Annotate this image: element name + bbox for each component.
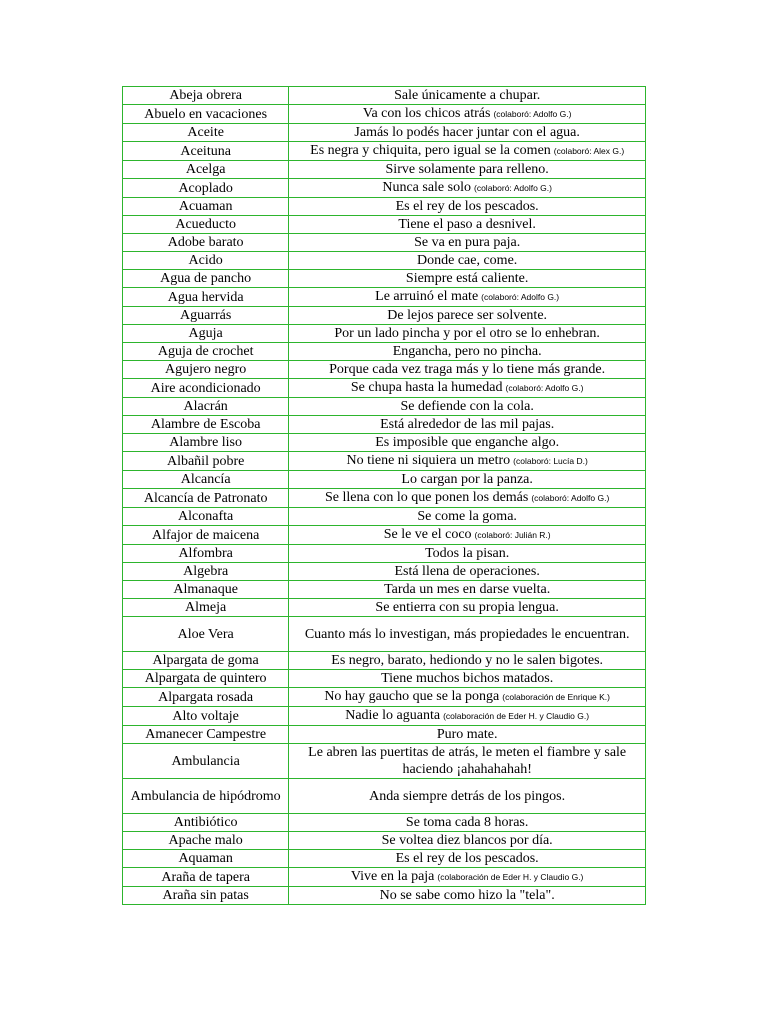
word-cell: Alambre liso xyxy=(123,434,289,452)
table-row xyxy=(123,814,646,832)
definition-cell xyxy=(289,707,646,726)
credit-text: (colaboró: Adolfo G.) xyxy=(481,292,560,302)
definition-cell xyxy=(289,581,646,599)
definition-cell xyxy=(289,508,646,526)
definition-text: Se voltea diez blancos por día. xyxy=(381,833,553,848)
definition-text: No se sabe como hizo la "tela". xyxy=(379,888,555,903)
definition-text: Se le ve el coco xyxy=(383,527,472,542)
credit-text: (colaboración de Enrique K.) xyxy=(502,692,610,702)
table-row xyxy=(123,779,646,814)
definition-text: Por un lado pincha y por el otro se lo enhebran. xyxy=(334,326,600,341)
table-row xyxy=(123,670,646,688)
definition-text: Cuanto más lo investigan, más propiedades le encuentran. xyxy=(304,626,630,642)
word-cell: Agua de pancho xyxy=(123,270,289,288)
definition-text: Porque cada vez traga más y lo tiene más grande. xyxy=(329,362,606,377)
definition-text: Está alrededor de las mil pajas. xyxy=(380,417,555,432)
definition-text: No hay gaucho que se la ponga xyxy=(324,689,500,704)
definition-cell xyxy=(289,234,646,252)
word-cell: Alpargata de goma xyxy=(123,652,289,670)
definition-cell xyxy=(289,471,646,489)
table-row xyxy=(123,832,646,850)
definition-text: Todos la pisan. xyxy=(425,546,510,561)
table-row xyxy=(123,270,646,288)
definitions-table-body xyxy=(123,87,646,905)
definition-text: Se come la goma. xyxy=(417,509,517,524)
table-row xyxy=(123,887,646,905)
word-cell: Alcancía xyxy=(123,471,289,489)
word-cell: Alfombra xyxy=(123,545,289,563)
credit-text: (colaboró: Lucía D.) xyxy=(513,456,588,466)
word-cell: Aguja xyxy=(123,325,289,343)
definition-text: Le abren las puertitas de atrás, le meten el fiambre y sale haciendo ¡ahahahahah! xyxy=(308,745,627,777)
definition-cell xyxy=(289,545,646,563)
credit-text: (colaboró: Alex G.) xyxy=(553,146,625,156)
definition-cell xyxy=(289,179,646,198)
word-cell: Alconafta xyxy=(123,508,289,526)
word-cell: Aceite xyxy=(123,124,289,142)
word-cell: Ambulancia xyxy=(123,744,289,779)
table-row xyxy=(123,850,646,868)
definition-text: De lejos parece ser solvente. xyxy=(387,308,548,323)
definition-cell xyxy=(289,288,646,307)
word-cell: Ambulancia de hipódromo xyxy=(123,779,289,814)
word-cell: Alambre de Escoba xyxy=(123,416,289,434)
table-row xyxy=(123,526,646,545)
definition-text: Es imposible que enganche algo. xyxy=(375,435,560,450)
definitions-table xyxy=(122,86,646,905)
definition-cell xyxy=(289,688,646,707)
definition-cell xyxy=(289,216,646,234)
table-row xyxy=(123,434,646,452)
credit-text: (colaboró: Adolfo G.) xyxy=(531,493,610,503)
definition-cell xyxy=(289,850,646,868)
definition-text: Es negra y chiquita, pero igual se la comen xyxy=(310,143,551,158)
definition-cell xyxy=(289,452,646,471)
word-cell: Amanecer Campestre xyxy=(123,726,289,744)
word-cell: Acelga xyxy=(123,161,289,179)
table-row xyxy=(123,545,646,563)
table-row xyxy=(123,416,646,434)
table-row xyxy=(123,398,646,416)
table-row xyxy=(123,489,646,508)
word-cell: Abeja obrera xyxy=(123,87,289,105)
definition-cell xyxy=(289,361,646,379)
definition-text: Se va en pura paja. xyxy=(414,235,521,250)
table-row xyxy=(123,142,646,161)
definition-cell xyxy=(289,726,646,744)
table-row xyxy=(123,563,646,581)
definition-text: Es negro, barato, hediondo y no le salen bigotes. xyxy=(331,653,604,668)
word-cell: Alcancía de Patronato xyxy=(123,489,289,508)
word-cell: Aloe Vera xyxy=(123,617,289,652)
definition-cell xyxy=(289,325,646,343)
credit-text: (colaboración de Eder H. y Claudio G.) xyxy=(437,872,584,882)
definition-cell xyxy=(289,87,646,105)
table-row xyxy=(123,343,646,361)
table-row xyxy=(123,105,646,124)
definition-text: Se entierra con su propia lengua. xyxy=(375,600,559,615)
word-cell: Alfajor de maicena xyxy=(123,526,289,545)
definition-cell xyxy=(289,161,646,179)
definition-text: Sale únicamente a chupar. xyxy=(394,88,541,103)
definition-cell xyxy=(289,744,646,779)
table-row xyxy=(123,508,646,526)
word-cell: Adobe barato xyxy=(123,234,289,252)
word-cell: Alpargata rosada xyxy=(123,688,289,707)
definition-cell xyxy=(289,198,646,216)
definition-cell xyxy=(289,887,646,905)
table-row xyxy=(123,87,646,105)
definition-cell xyxy=(289,563,646,581)
table-row xyxy=(123,452,646,471)
definition-text: Nadie lo aguanta xyxy=(345,708,441,723)
table-row xyxy=(123,599,646,617)
definition-text: Lo cargan por la panza. xyxy=(401,472,533,487)
word-cell: Albañil pobre xyxy=(123,452,289,471)
word-cell: Acueducto xyxy=(123,216,289,234)
definition-text: Es el rey de los pescados. xyxy=(395,199,539,214)
definition-text: Siempre está caliente. xyxy=(405,271,529,286)
definition-cell xyxy=(289,670,646,688)
table-row xyxy=(123,726,646,744)
word-cell: Araña sin patas xyxy=(123,887,289,905)
definition-cell xyxy=(289,617,646,652)
definition-text: Se toma cada 8 horas. xyxy=(405,815,529,830)
table-row xyxy=(123,361,646,379)
word-cell: Antibiótico xyxy=(123,814,289,832)
table-row xyxy=(123,216,646,234)
word-cell: Abuelo en vacaciones xyxy=(123,105,289,124)
definition-text: Tarda un mes en darse vuelta. xyxy=(384,582,551,597)
credit-text: (colaboró: Adolfo G.) xyxy=(505,383,584,393)
word-cell: Acido xyxy=(123,252,289,270)
table-row xyxy=(123,707,646,726)
table-row xyxy=(123,288,646,307)
definition-cell xyxy=(289,526,646,545)
definition-text: Puro mate. xyxy=(436,727,498,742)
word-cell: Almeja xyxy=(123,599,289,617)
definition-text: Se defiende con la cola. xyxy=(400,399,534,414)
table-row xyxy=(123,652,646,670)
definition-cell xyxy=(289,307,646,325)
table-row xyxy=(123,471,646,489)
definition-cell xyxy=(289,868,646,887)
definition-cell xyxy=(289,379,646,398)
table-row xyxy=(123,234,646,252)
definition-cell xyxy=(289,652,646,670)
definition-cell xyxy=(289,398,646,416)
credit-text: (colaboró: Adolfo G.) xyxy=(493,109,572,119)
word-cell: Acuaman xyxy=(123,198,289,216)
word-cell: Aguja de crochet xyxy=(123,343,289,361)
table-row xyxy=(123,617,646,652)
definition-text: Se llena con lo que ponen los demás xyxy=(325,490,529,505)
table-row xyxy=(123,688,646,707)
definition-text: Sirve solamente para relleno. xyxy=(385,162,549,177)
definition-text: Jamás lo podés hacer juntar con el agua. xyxy=(354,125,580,140)
word-cell: Aquaman xyxy=(123,850,289,868)
definition-text: Está llena de operaciones. xyxy=(394,564,540,579)
definition-cell xyxy=(289,142,646,161)
definition-text: No tiene ni siquiera un metro xyxy=(346,453,511,468)
word-cell: Araña de tapera xyxy=(123,868,289,887)
definition-text: Donde cae, come. xyxy=(417,253,518,268)
definition-cell xyxy=(289,599,646,617)
definition-cell xyxy=(289,252,646,270)
definition-cell xyxy=(289,779,646,814)
definition-text: Engancha, pero no pincha. xyxy=(392,344,542,359)
credit-text: (colaboró: Adolfo G.) xyxy=(474,183,552,193)
definition-text: Le arruinó el mate xyxy=(375,289,479,304)
word-cell: Alpargata de quintero xyxy=(123,670,289,688)
word-cell: Aguarrás xyxy=(123,307,289,325)
definition-cell xyxy=(289,434,646,452)
definition-cell xyxy=(289,814,646,832)
word-cell: Agujero negro xyxy=(123,361,289,379)
table-row xyxy=(123,179,646,198)
word-cell: Alto voltaje xyxy=(123,707,289,726)
word-cell: Agua hervida xyxy=(123,288,289,307)
definition-text: Va con los chicos atrás xyxy=(362,106,491,121)
word-cell: Almanaque xyxy=(123,581,289,599)
word-cell: Aire acondicionado xyxy=(123,379,289,398)
word-cell: Apache malo xyxy=(123,832,289,850)
credit-text: (colaboró: Julián R.) xyxy=(474,530,551,540)
word-cell: Alacrán xyxy=(123,398,289,416)
word-cell: Acoplado xyxy=(123,179,289,198)
definition-cell xyxy=(289,343,646,361)
definition-text: Anda siempre detrás de los pingos. xyxy=(369,788,566,804)
definition-text: Nunca sale solo xyxy=(382,180,471,195)
definition-text: Tiene muchos bichos matados. xyxy=(381,671,554,686)
table-row xyxy=(123,868,646,887)
word-cell: Algebra xyxy=(123,563,289,581)
table-row xyxy=(123,307,646,325)
definition-cell xyxy=(289,105,646,124)
definition-text: Se chupa hasta la humedad xyxy=(350,380,503,395)
table-row xyxy=(123,124,646,142)
definition-cell xyxy=(289,124,646,142)
definition-cell xyxy=(289,832,646,850)
credit-text: (colaboración de Eder H. y Claudio G.) xyxy=(443,711,590,721)
table-row xyxy=(123,379,646,398)
table-row xyxy=(123,744,646,779)
definition-cell xyxy=(289,489,646,508)
table-row xyxy=(123,161,646,179)
definition-cell xyxy=(289,416,646,434)
table-row xyxy=(123,198,646,216)
table-row xyxy=(123,325,646,343)
word-cell: Aceituna xyxy=(123,142,289,161)
definition-text: Tiene el paso a desnivel. xyxy=(398,217,536,232)
definition-text: Vive en la paja xyxy=(350,869,435,884)
definition-cell xyxy=(289,270,646,288)
definition-text: Es el rey de los pescados. xyxy=(395,851,539,866)
table-row xyxy=(123,581,646,599)
table-row xyxy=(123,252,646,270)
